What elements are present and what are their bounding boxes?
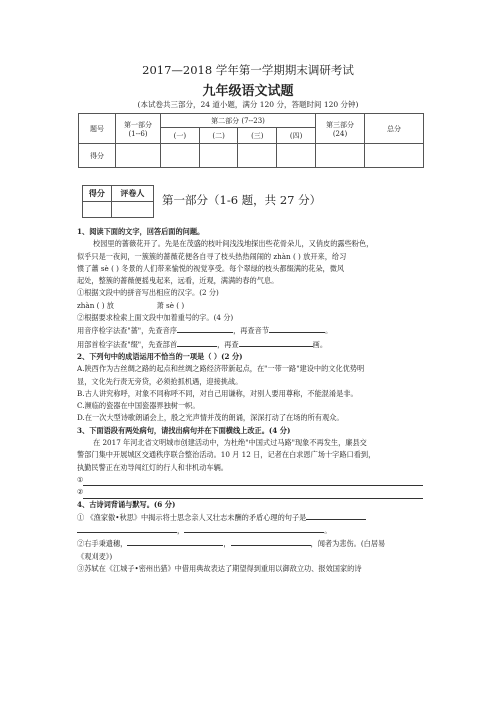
part3-header: 第三部分 (24) [316,114,365,144]
answer-blank[interactable] [239,338,313,347]
q1-sub1: ①根据文段中的拼音写出相应的汉字。(2 分) [77,288,219,298]
q2-heading: 2、下列句中的成语运用不恰当的一项是（ ）(2 分) [77,351,243,361]
q2-option-d: D.在一次大型诗歌朗诵会上，殷之光声情并茂的朗诵，深深打动了在场的所有观众。 [77,413,344,423]
q1-sub1-answers [77,300,423,312]
answer-line[interactable] [83,490,423,499]
q4-item-1-cont: ， 。 [77,524,423,537]
sub-col-3: (三) [238,128,277,144]
grader-cell [111,202,153,218]
exam-subtitle: 九年级语文试题 [202,84,294,99]
q1-sub2: ②根据要求检索上面文段中加着重号的字。(4 分) [77,313,234,323]
q1-passage-line: 校园里的蔷薇花开了。先是在茂盛的枝叶间浅浅地探出些花骨朵儿，又俏皮的露些粉色， [93,239,374,249]
grader-table [82,185,154,218]
q2-option-a-cont: 显，文化先行责无旁贷，必须抢抓机遇，迎接挑战。 [77,376,243,386]
exam-title: 2017—2018 学年第一学期期末调研考试 [142,63,354,77]
q3-passage-line: 警部门集中开展城区交通秩序联合整治活动。10 月 12 日，记者在白求恩广场十字路口看到， [77,450,376,460]
q1-sub2-line-a: 用音序检字法查"蔷"，先查音序 ，再查音节 。 [77,326,333,336]
answer-blank[interactable] [127,537,223,546]
part2-header: 第二部分 (7--23) [161,114,316,128]
score-cell [238,144,277,168]
sub-col-4: (四) [277,128,316,144]
q1-passage-line: 似乎只是一夜间，一簇簇的蔷薇花便各自寻了枝头热热闹闹的 zhàn ( ) 放开来，给习 [77,251,347,261]
score-cell [277,144,316,168]
q4-item-1: ① 《渔家傲•秋思》中揭示将士思念亲人又壮志未酬的矛盾心理的句子是 [77,511,423,524]
grader-score-label: 得分 [83,186,112,202]
answer-blank[interactable] [184,524,324,533]
score-cell [365,144,424,168]
answer-blank[interactable] [306,511,366,520]
q2-option-c: C.濒临的瓷器在中国瓷器界独树一帜。 [77,401,200,411]
q3-answer-2: ② [77,486,423,498]
row-label-tihao: 题号 [79,114,116,144]
q4-item-2-source: 《观刈麦》) [77,551,113,561]
part1-header: 第一部分 (1--6) [116,114,161,144]
part-one-title: 第一部分（1-6 题，共 27 分） [162,193,322,207]
score-table [78,113,424,168]
q3-answer-1: ① [77,474,423,486]
score-cell [161,144,200,168]
sub-col-2: (二) [199,128,238,144]
answer-blank[interactable] [177,338,217,347]
answer-blank[interactable] [177,324,233,333]
q4-item-2: ②右手秉遗穗， ， ，闻者为悲伤。(白居易 [77,539,386,549]
answer-blank[interactable] [269,324,325,333]
exam-note: (本试卷共三部分，24 道小题，满分 120 分，答题时间 120 分钟) [137,100,359,109]
grader-label: 评卷人 [111,186,153,202]
sub-col-1: (一) [161,128,200,144]
total-header: 总分 [365,114,424,144]
pinyin-se: 萧 sè ( ) [156,300,185,310]
q2-option-b: B.古人讲究称呼，对象不同称呼不同，对自己用谦称，对别人要用尊称，不能混淆是非。 [77,388,358,398]
q4-item-3: ③苏轼在《江城子•密州出猎》中借用典故表达了期望得到重用以御敌立功、报效国家的诗 [77,564,362,574]
q1-passage-line: 起处，整簇的蔷薇便摇曳起来，远看，近观，满满的春的气息。 [77,276,279,286]
q3-heading: 3、下面语段有两处病句，请找出病句并在下面横线上改正。(4 分) [77,425,291,435]
q3-passage-line: 执勤民警正在劝导闯红灯的行人和非机动车辆。 [77,462,228,472]
score-cell [199,144,238,168]
answer-blank[interactable] [231,537,311,546]
q1-passage-line: 惯了蕭 sè ( ) 冬景的人们带来愉悦的视觉享受。每个翠绿的枝头都缀满的花朵，微风 [77,263,345,273]
q1-heading: 1、阅读下面的文字，回答后面的问题。 [77,227,205,236]
questions-body [77,226,423,575]
answer-line[interactable] [83,477,423,486]
answer-blank[interactable] [77,524,177,533]
score-cell [316,144,365,168]
grader-cell [83,202,112,218]
q4-heading: 4、古诗词背诵与默写。(6 分) [77,499,176,509]
q2-option-a: A.陕西作为古丝绸之路的起点和丝绸之路经济带新起点，在"一带一路"建设中的文化优势明 [77,364,365,374]
q3-passage-line: 在 2017 年河北省文明城市创建活动中，为杜绝"中国式过马路"现象不再发生，廉县交 [93,438,367,448]
q1-sub2-line-b: 用部首检字法查"缀"，先查部首 ，再查 画。 [77,339,328,349]
score-cell [116,144,161,168]
pinyin-zhan: zhàn ( ) 放 [77,300,114,310]
row-label-score: 得分 [79,144,116,168]
